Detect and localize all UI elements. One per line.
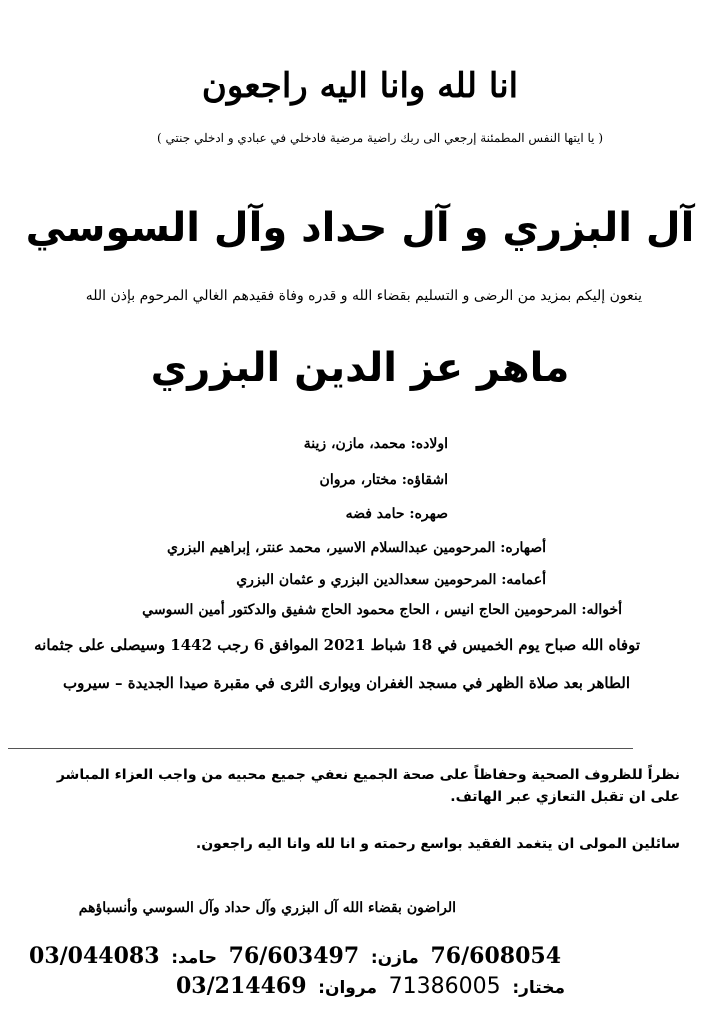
phone-number-mazen[interactable]: 76/608054 — [430, 943, 561, 969]
phone-number-marwan[interactable]: 03/214469 — [176, 973, 307, 999]
relatives-children: اولاده: محمد، مازن، زينة — [303, 436, 448, 452]
quran-verse-title: انا لله وانا اليه راجعون — [201, 66, 519, 106]
families-heading: آل البزري و آل حداد وآل السوسي — [25, 205, 695, 251]
phone-label-mokhtar: مختار: — [512, 978, 565, 998]
mourners-signature: الراضون بقضاء الله آل البزري وآل حداد وآل السوسي وأنسباؤهم — [78, 900, 456, 916]
relatives-in-laws: أصهاره: المرحومين عبدالسلام الاسير، محمد عنتر، إبراهيم البزري — [167, 540, 546, 556]
phone-label-hamed: حامد: — [171, 948, 217, 968]
phone-row-1 — [25, 943, 565, 969]
phone-number-hamed[interactable]: 76/603497 — [228, 943, 360, 969]
closing-prayer: سائلين المولى ان يتغمد الفقيد بواسع رحمته و انا لله وانا اليه راجعون. — [195, 836, 680, 852]
deceased-name: ماهر عز الدين البزري — [150, 345, 570, 391]
funeral-details-line1: توفاه الله صباح يوم الخميس في 18 شباط 2021 الموافق 6 رجب 1442 وسيصلى على جثمانه — [34, 636, 640, 654]
relatives-maternal-uncles: أخواله: المرحومين الحاج انيس ، الحاج محمود الحاج شفيق والدكتور أمين السوسي — [142, 602, 622, 618]
relatives-paternal-uncles: أعمامه: المرحومين سعدالدين البزري و عثمان البزري — [236, 572, 546, 588]
phone-number-mokhtar[interactable]: 71386005 — [388, 974, 501, 999]
phone-number-extra[interactable]: 03/044083 — [29, 943, 160, 969]
phone-label-mazen: مازن: — [370, 948, 419, 968]
quran-verse-subtitle: ( يا ايتها النفس المطمئنة إرجعي الى ربك راضية مرضية فادخلي في عبادي و ادخلي جنتي ) — [156, 131, 604, 145]
condolence-notice: نظراً للظروف الصحية وحفاظاً على صحة الجميع نعفي جميع محبيه من واجب العزاء المباشر على ان تقبل التعازي عبر الهاتف. — [56, 767, 680, 805]
announcement-text: ينعون إليكم بمزيد من الرضى و التسليم بقضاء الله و قدره وفاة فقيدهم الغالي المرحوم بإذن الله — [85, 288, 642, 304]
phone-label-marwan: مروان: — [318, 978, 377, 998]
relatives-brother-in-law: صهره: حامد فضه — [345, 506, 448, 522]
relatives-brothers: اشقاؤه: مختار، مروان — [319, 472, 448, 488]
phone-row-2 — [172, 973, 565, 999]
section-divider — [8, 748, 633, 749]
funeral-details-line2: الطاهر بعد صلاة الظهر في مسجد الغفران ويوارى الثرى في مقبرة صيدا الجديدة – سيروب — [63, 674, 630, 692]
